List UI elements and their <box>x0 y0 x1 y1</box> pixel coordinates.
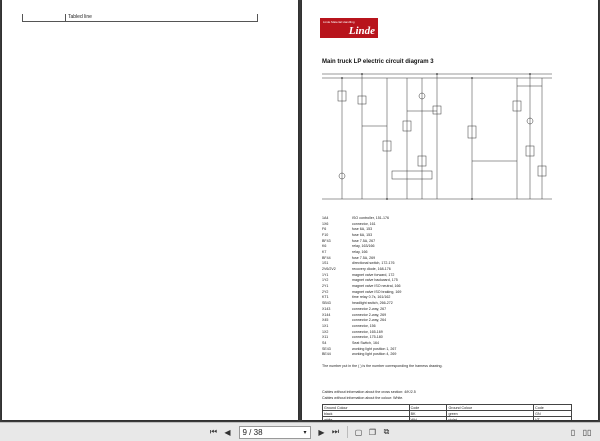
circuit-schematic <box>322 66 572 206</box>
table-header-row: Ground Colour Code Ground Colour Code <box>323 405 572 411</box>
legend-row: 1X6 connector, 161 <box>322 221 376 226</box>
legend-row: 1X2 connector, 165-169 <box>322 329 383 334</box>
legend-row: X45 connector 2-way, 264 <box>322 318 387 323</box>
legend-row: X11 connector, 175-180 <box>322 335 383 340</box>
prev-page-icon[interactable]: ◀ <box>224 427 231 437</box>
legend-row: 1Y1 magnet valve forward, 172 <box>322 272 395 277</box>
harness-note: The number put in the ( ) is the number corresponding the harness drawing. <box>322 364 443 368</box>
page-indicator: 9 / 38 <box>242 427 263 437</box>
first-page-icon[interactable]: ⏮ <box>209 427 218 436</box>
two-page-icon[interactable]: ❐ <box>368 427 377 437</box>
header-rule <box>22 21 258 22</box>
colour-note: Cables without information about the colour: White. <box>322 396 404 400</box>
diagram-title: Main truck LP electric circuit diagram 3 <box>322 59 434 65</box>
legend-row: X143 connector 2-way, 267 <box>322 306 387 311</box>
legend-row: SE43 working light position 1, 267 <box>322 346 397 351</box>
legend-row: 1Y2 magnet valve backward, 175 <box>322 278 398 283</box>
legend-row: 1X1 connector, 156 <box>322 323 376 328</box>
legend-row: F10 fuse 6A, 153 <box>322 232 373 237</box>
scroll-mode-icon[interactable]: ▯ <box>570 427 576 437</box>
legend-row: S4 Seat Switch, 164 <box>322 340 379 345</box>
logo-wordmark: Linde <box>348 25 375 37</box>
legend-row: BF43 fuse 7.5A, 267 <box>322 238 376 243</box>
logo-tagline: Linde Material Handling <box>323 20 355 24</box>
dropdown-arrow-icon[interactable]: ▾ <box>303 429 307 436</box>
legend-row: 1A4 ISO controller, 151-176 <box>322 215 389 220</box>
left-page <box>2 0 298 420</box>
legend-row: KT1 time relay 0.7s, 161/162 <box>322 295 391 300</box>
fit-page-icon[interactable]: ⧉ <box>383 427 390 436</box>
right-page <box>302 0 598 420</box>
legend-row: SB43 headlight switch, 266-272 <box>322 301 393 306</box>
left-header-title: Tabled line <box>68 14 92 20</box>
legend-row: BE44 working light position 4, 269 <box>322 352 397 357</box>
legend-row: 2Y2 magnet valve ISO braking, 169 <box>322 289 402 294</box>
component-legend <box>322 215 522 357</box>
table-row: black BK green GN <box>323 411 572 417</box>
colour-code-table <box>322 404 572 420</box>
page-number-field[interactable] <box>239 426 311 439</box>
table-row: white WH violet VT <box>323 417 572 421</box>
legend-row: 1S1 directional switch, 172-176 <box>322 261 395 266</box>
dual-mode-icon[interactable]: ▯▯ <box>582 427 592 437</box>
viewer-toolbar <box>0 422 600 441</box>
legend-row: 2Y1 magnet valve ISO neutral, 166 <box>322 284 401 289</box>
legend-row: F6 fuse 6A, 153 <box>322 227 373 232</box>
single-page-icon[interactable]: ▢ <box>354 427 363 437</box>
last-page-icon[interactable]: ⏭ <box>331 427 340 436</box>
legend-row: BF44 fuse 7.5A, 269 <box>322 255 376 260</box>
next-page-icon[interactable]: ▶ <box>318 427 325 437</box>
legend-row: K7 relay, 166 <box>322 249 368 254</box>
linde-logo <box>320 18 378 38</box>
legend-row: X144 connector 2-way, 269 <box>322 312 387 317</box>
legend-row: 2V6/2V2 recovery diode, 168-176 <box>322 267 391 272</box>
legend-row: K6 relay, 163/166 <box>322 244 375 249</box>
toolbar-divider <box>347 426 348 438</box>
cross-section-note: Cables without information about the cross section: 4/K/2.5 <box>322 390 416 394</box>
